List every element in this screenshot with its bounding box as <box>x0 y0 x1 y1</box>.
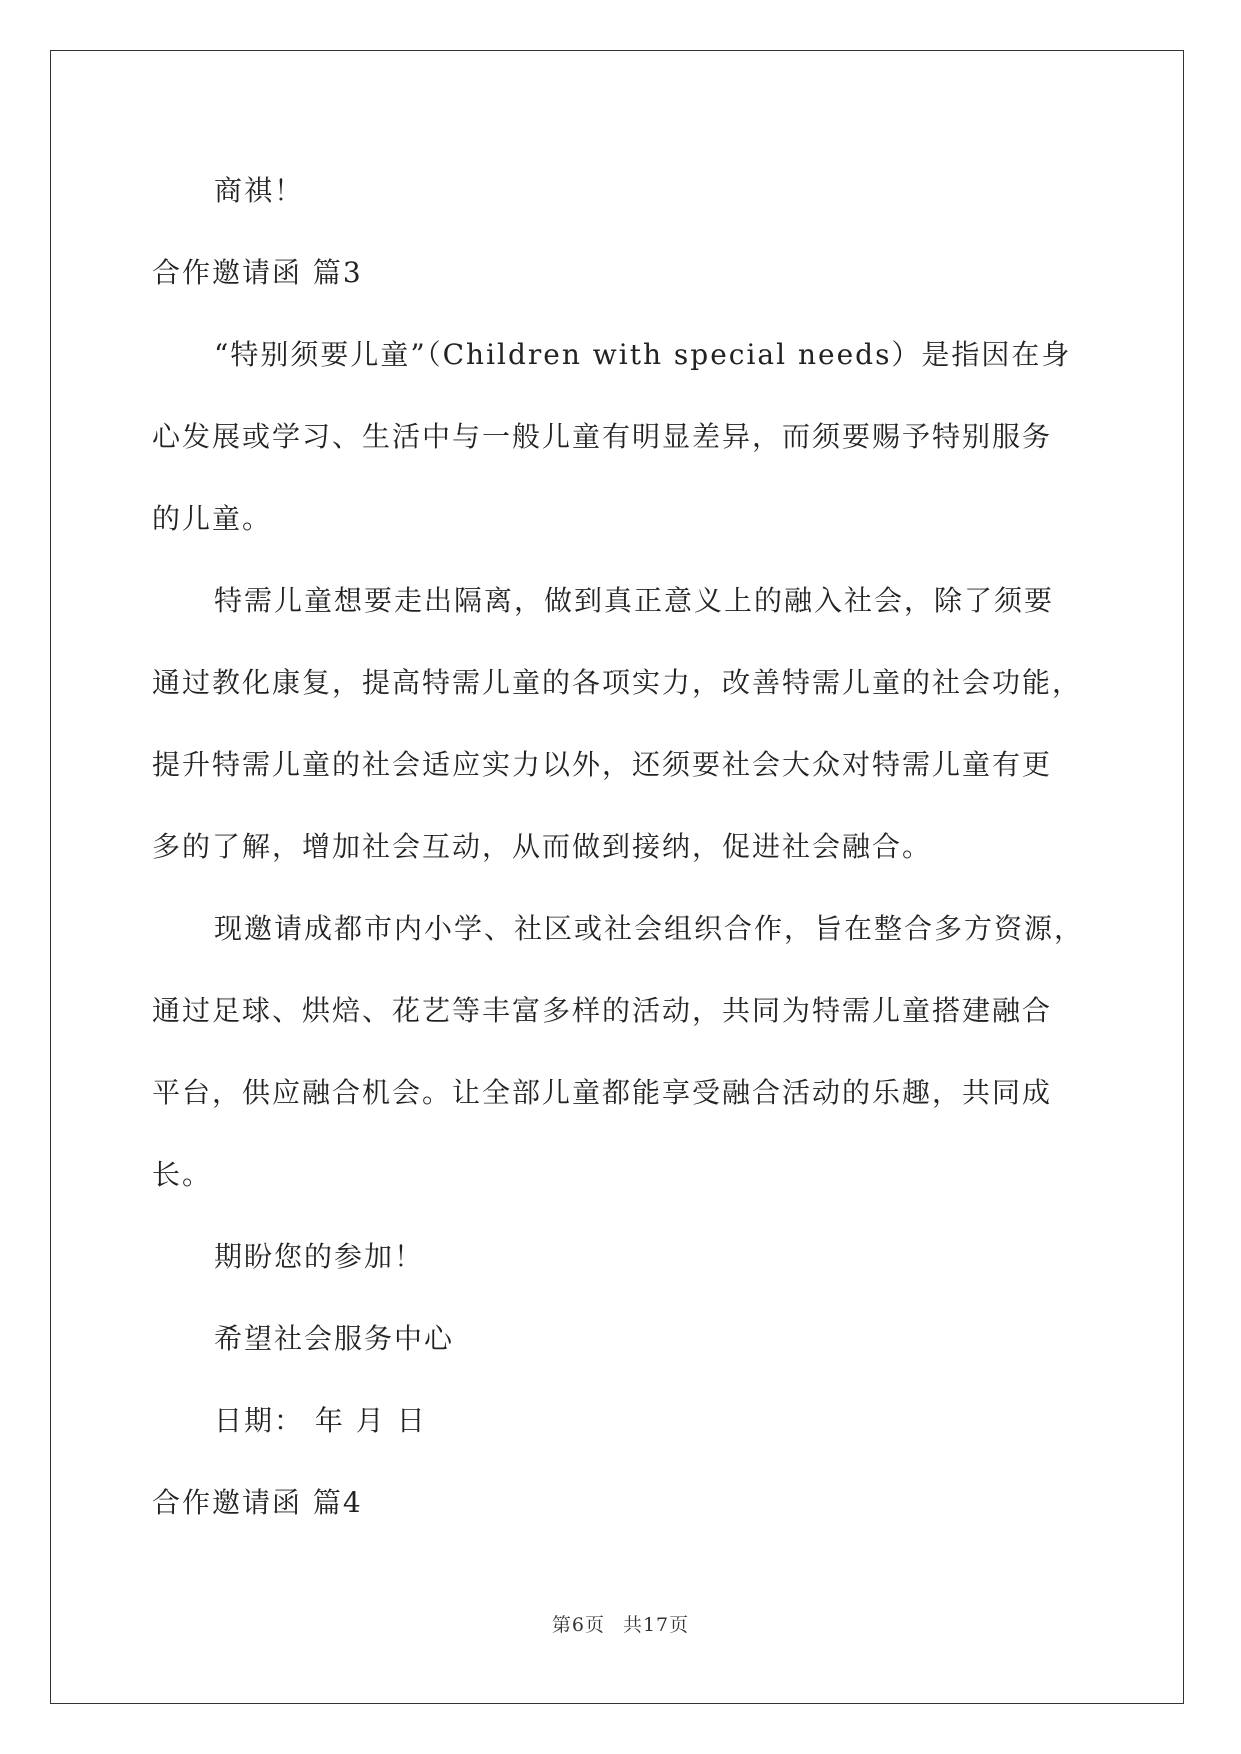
text-line: 现邀请成都市内小学、社区或社会组织合作，旨在整合多方资源， <box>214 912 1085 945</box>
page-total: 共17页 <box>622 1614 690 1636</box>
text-line: 商祺！ <box>214 174 305 207</box>
section-heading-3 <box>152 232 1092 314</box>
document-body <box>152 150 1092 1544</box>
text-line: 日期： 年 月 日 <box>214 1404 427 1437</box>
text-line: 希望社会服务中心 <box>214 1322 455 1355</box>
paragraph-definition <box>152 314 1092 560</box>
text-line: 多的了解，增加社会互动，从而做到接纳，促进社会融合。 <box>152 830 933 863</box>
text-line: 的儿童。 <box>152 502 273 535</box>
paragraph-integration <box>152 560 1092 888</box>
closing-salute <box>152 150 1092 232</box>
text-line: 合作邀请函 篇4 <box>152 1486 363 1519</box>
text-line: 期盼您的参加！ <box>214 1240 425 1273</box>
text-line: 通过足球、烘焙、花艺等丰富多样的活动，共同为特需儿童搭建融合 <box>152 994 1053 1027</box>
page-footer <box>0 1610 1241 1637</box>
text-line: 提升特需儿童的社会适应实力以外，还须要社会大众对特需儿童有更 <box>152 748 1053 781</box>
section-heading-4 <box>152 1462 1092 1544</box>
text-line: “特别须要儿童”（Children with special needs）是指因在身 <box>214 338 1072 371</box>
text-line: 特需儿童想要走出隔离，做到真正意义上的融入社会，除了须要 <box>214 584 1055 617</box>
paragraph-expect <box>152 1216 1092 1298</box>
text-line: 合作邀请函 篇3 <box>152 256 363 289</box>
date-line <box>152 1380 1092 1462</box>
text-line: 长。 <box>152 1158 213 1191</box>
page-number: 第6页 <box>551 1614 605 1636</box>
text-line: 平台，供应融合机会。让全部儿童都能享受融合活动的乐趣，共同成 <box>152 1076 1053 1109</box>
paragraph-invitation <box>152 888 1092 1216</box>
text-line: 心发展或学习、生活中与一般儿童有明显差异，而须要赐予特别服务 <box>152 420 1053 453</box>
text-line: 通过教化康复，提高特需儿童的各项实力，改善特需儿童的社会功能， <box>152 666 1083 699</box>
signature <box>152 1298 1092 1380</box>
